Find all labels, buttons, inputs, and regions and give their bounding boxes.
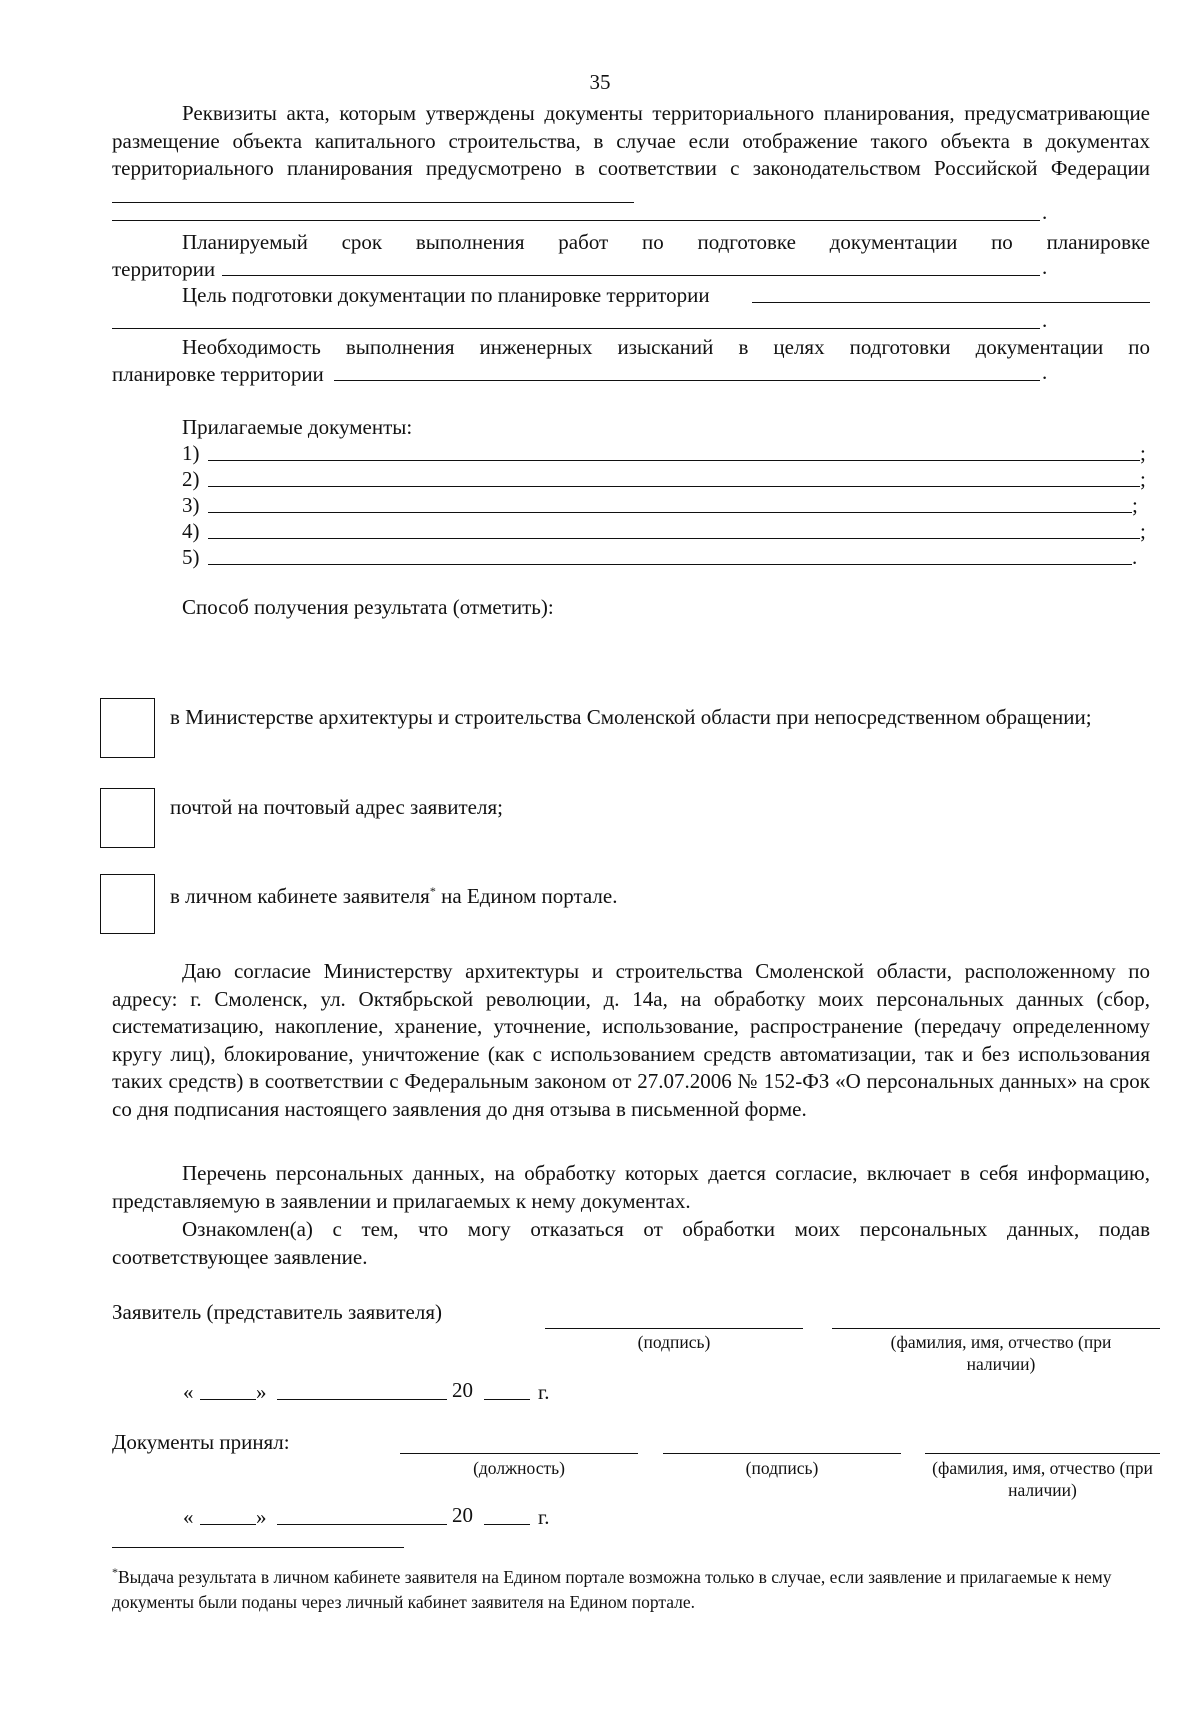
attachment-end: ; <box>1140 467 1146 491</box>
accepted-position-caption: (должность) <box>473 1458 565 1478</box>
applicant-name-caption: (фамилия, имя, отчество (при наличии) <box>890 1332 1112 1374</box>
consent-list-paragraph: Перечень персональных данных, на обработку которых дается согласие, включает в себя информацию, представляемую в заявлении и прилагаемых к нему документах. <box>112 1161 1150 1213</box>
date-quote-open: « <box>183 1380 194 1404</box>
attachment-end: ; <box>1140 441 1146 465</box>
date-quote-open: « <box>183 1505 194 1529</box>
result-method-title: Способ получения результата (отметить): <box>182 595 554 619</box>
attachment-field-2[interactable] <box>208 486 1140 487</box>
accepted-name-caption: (фамилия, имя, отчество (при наличии) <box>932 1458 1153 1500</box>
footnote-separator <box>112 1547 404 1548</box>
attachments-title: Прилагаемые документы: <box>182 415 413 439</box>
option-portal-label <box>170 877 1160 910</box>
option-mail-checkbox[interactable] <box>100 788 155 848</box>
date-year-prefix: 20 <box>452 1503 473 1527</box>
accepted-signature-caption: (подпись) <box>745 1458 819 1478</box>
work-term-label-2: территории <box>112 257 216 281</box>
applicant-label: Заявитель (представитель заявителя) <box>112 1300 443 1324</box>
date-quote-close: » <box>256 1505 267 1529</box>
act-details-field[interactable] <box>112 183 634 203</box>
footnote <box>112 1560 1152 1615</box>
option-ministry-checkbox[interactable] <box>100 698 155 758</box>
attachment-field-4[interactable] <box>208 538 1140 539</box>
applicant-date-month-field[interactable] <box>277 1399 447 1400</box>
option-mail-label: почтой на почтовый адрес заявителя; <box>170 795 503 819</box>
attachment-end: ; <box>1140 519 1146 543</box>
consent-withdraw-paragraph: Ознакомлен(а) с тем, что могу отказаться от обработки моих персональных данных, подав соответствующее заявление. <box>112 1217 1150 1269</box>
option-portal-text-2: на Едином портале. <box>435 884 618 908</box>
footnote-ref: * <box>429 884 436 898</box>
accepted-signature-field[interactable] <box>663 1453 901 1454</box>
attachment-field-3[interactable] <box>208 512 1132 513</box>
goal-field-line2[interactable] <box>112 328 1040 329</box>
accepted-label: Документы принял: <box>112 1430 290 1454</box>
accepted-name-field[interactable] <box>925 1453 1160 1454</box>
attachment-num: 5) <box>182 545 200 569</box>
attachment-field-5[interactable] <box>208 564 1132 565</box>
act-details-paragraph <box>112 100 1150 210</box>
work-term-field[interactable] <box>222 275 1040 276</box>
accepted-date-month-field[interactable] <box>277 1524 447 1525</box>
surveys-label-2: планировке территории <box>112 362 324 386</box>
attachment-num: 2) <box>182 467 200 491</box>
surveys-label: Необходимость выполнения инженерных изысканий в целях подготовки документации по <box>182 335 1150 359</box>
applicant-signature-caption: (подпись) <box>637 1332 711 1352</box>
date-quote-close: » <box>256 1380 267 1404</box>
option-portal-text: в личном кабинете заявителя <box>170 884 430 908</box>
applicant-date-year-field[interactable] <box>484 1399 530 1400</box>
accepted-date-day-field[interactable] <box>200 1524 256 1525</box>
accepted-position-field[interactable] <box>400 1453 638 1454</box>
applicant-signature-field[interactable] <box>545 1328 803 1329</box>
attachment-field-1[interactable] <box>208 460 1140 461</box>
footnote-text: Выдача результата в личном кабинете заявителя на Едином портале возможна только в случае, если заявление и прилагаемые к нему документы были поданы через личный кабинет заявителя на Едином портале. <box>112 1566 1112 1612</box>
date-year-suffix: г. <box>538 1380 550 1404</box>
act-details-text: Реквизиты акта, которым утверждены документы территориального планирования, предусматривающие размещение объекта капитального строительства, в случае если отображение такого объекта в документах территориального планирования предусмотрено в соответствии с законодательством Российской Федерации <box>112 101 1150 180</box>
goal-label: Цель подготовки документации по планировке территории <box>182 283 710 307</box>
act-details-field-line2[interactable] <box>112 220 1040 221</box>
applicant-date-day-field[interactable] <box>200 1399 256 1400</box>
option-ministry-label: в Министерстве архитектуры и строительства Смоленской области при непосредственном обращении; <box>170 705 1092 729</box>
accepted-date-year-field[interactable] <box>484 1524 530 1525</box>
attachment-end: . <box>1132 545 1138 569</box>
applicant-name-field[interactable] <box>832 1328 1160 1329</box>
attachment-num: 3) <box>182 493 200 517</box>
option-portal-checkbox[interactable] <box>100 874 155 934</box>
work-term-label: Планируемый срок выполнения работ по подготовке документации по планировке <box>182 230 1150 254</box>
consent-paragraph: Даю согласие Министерству архитектуры и строительства Смоленской области, расположенному по адресу: г. Смоленск, ул. Октябрьской революции, д. 14а, на обработку моих персональных данных (сбор, систематизацию, накопление, хранение, уточнение, использование, распространение (передачу определенному кругу лиц), блокирование, уничтожение (как с использованием средств автоматизации, так и без использования таких средств) в соответствии с Федеральным законом от 27.07.2006 № 152-ФЗ «О персональных данных» на срок со дня подписания настоящего заявления до дня отзыва в письменной форме. <box>112 959 1150 1121</box>
page-number: 35 <box>589 70 611 94</box>
footnote-mark: * <box>112 1565 118 1579</box>
surveys-field[interactable] <box>334 380 1040 381</box>
attachment-num: 1) <box>182 441 200 465</box>
date-year-prefix: 20 <box>452 1378 473 1402</box>
date-year-suffix: г. <box>538 1505 550 1529</box>
attachment-end: ; <box>1132 493 1138 517</box>
goal-field[interactable] <box>752 302 1150 303</box>
document-page: 35 Реквизиты акта, которым утверждены документы территориального планирования, предусматривающие размещение объекта капитального строительства, в случае если отображение такого объекта в документах территориального планирования предусмотрено в соответствии с законодательством Российской Федерации . Планируемый срок выполнения работ по подготовке документации по планировке территории . Цель подготовки документации по планировке территории . Необходимость выполнения инженерных изысканий в целях подготовки документации по планировке территории . Прилагаемые документы: 1) ; 2) ; 3) ; 4) ; 5) . Способ получения результата (отметить): в Министерстве архитектуры и строительства Смоленской области при непосредственном обращении; почтой на почтовый адрес заявителя; в личном кабинете заявителя* на Едином портале. Даю согласие Министерству архитектуры и строительства Смоленской области, расположенному по адресу: г. Смоленск, ул. Октябрьской революции, д. 14а, на обработку моих персональных данных (сбор, систематизацию, накопление, хранение, уточнение, использование, распространение (передачу определенному кругу лиц), блокирование, уничтожение (как с использованием средств автоматизации, так и без использования таких средств) в соответствии с Федеральным законом от 27.07.2006 № 152-ФЗ «О персональных данных» на срок со дня подписания настоящего заявления до дня отзыва в письменной форме. Перечень персональных данных, на обработку которых дается согласие, включает в себя информацию, представляемую в заявлении и прилагаемых к нему документах. Ознакомлен(а) с тем, что могу отказаться от обработки моих персональных данных, подав соответствующее заявление. Заявитель (представитель заявителя) (подпись) (фамилия, имя, отчество (при наличии) « » 20 г. Документы принял: (должность) (подпись) (фамилия, имя, отчество (при наличии) « » 20 г. *Выдача результата в личном кабинете заявителя на Едином портале возможна только в случае, если заявление и прилагаемые к нему документы были поданы через личный кабинет заявителя на Едином портале. <box>0 0 1200 1709</box>
attachment-num: 4) <box>182 519 200 543</box>
